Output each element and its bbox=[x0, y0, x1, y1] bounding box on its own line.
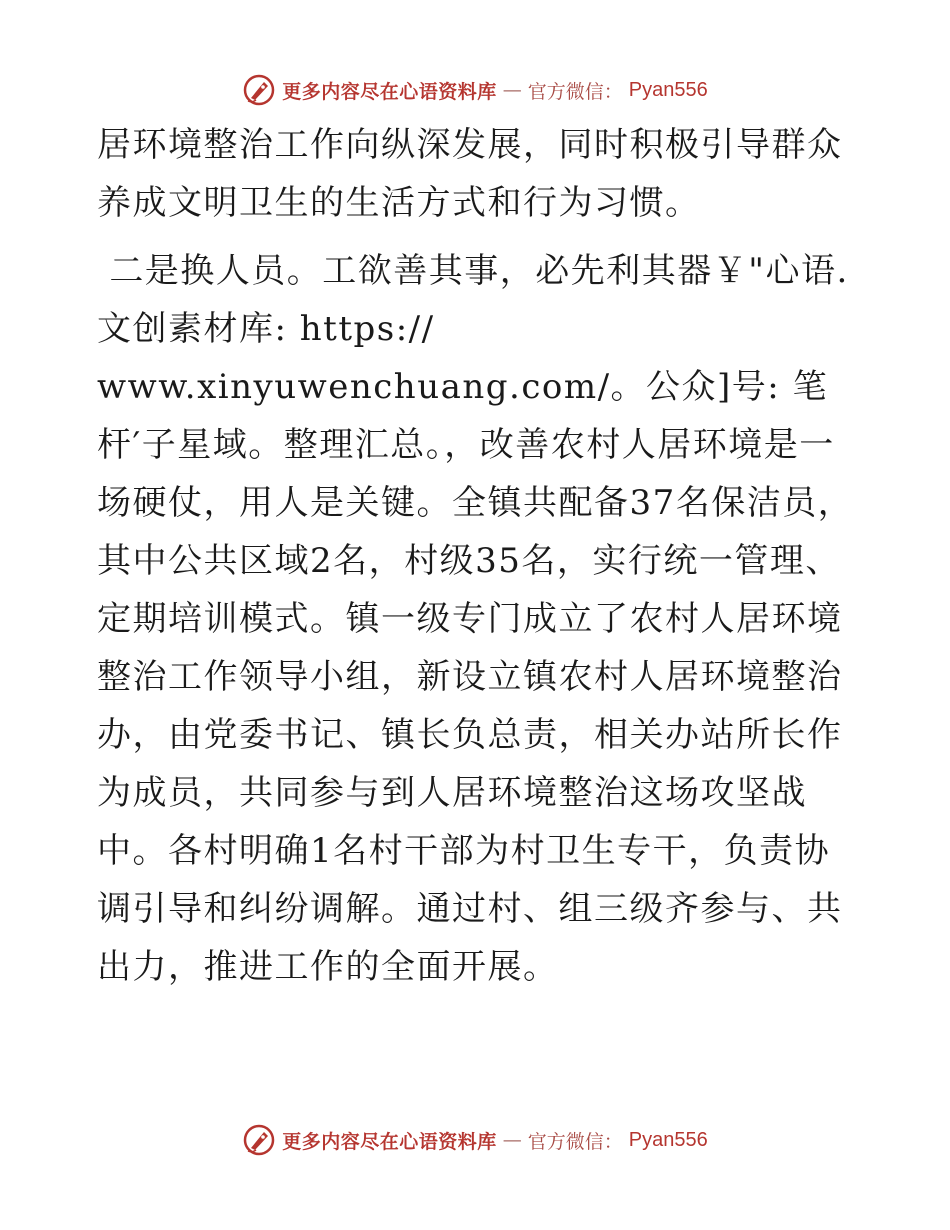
banner-separator: — bbox=[502, 79, 522, 101]
wechat-id: Pyan556 bbox=[628, 1128, 708, 1151]
footer-banner bbox=[0, 1120, 950, 1160]
wechat-label: 官方微信： bbox=[527, 80, 623, 103]
pen-nib-logo-icon bbox=[242, 73, 276, 107]
document-body bbox=[97, 116, 857, 996]
banner-separator: — bbox=[502, 1129, 522, 1151]
paragraph-1: 居环境整治工作向纵深发展，同时积极引导群众养成文明卫生的生活方式和行为习惯。 bbox=[97, 125, 843, 223]
header-banner bbox=[0, 70, 950, 110]
paragraph-2: 二是换人员。工欲善其事，必先利其器￥"心语.文创素材库: https:// www.xinyuwenchuang.com/。公众]号: 笔杆′子星域。整理汇总。，改善农村人居环境是一场硬仗，用人是关键。全镇共配备37名保洁员，其中公共区域2名，村级35名，实行统一管理、定期培训模式。镇一级专门成立了农村人居环境整治工作领导小组，新设立镇农村人居环境整治办，由党委书记、镇长负总责，相关办站所长作为成员，共同参与到人居环境整治这场攻坚战中。各村明确1名村干部为村卫生专干，负责协调引导和纠纷调解。通过村、组三级齐参与、共出力，推进工作的全面开展。 bbox=[97, 251, 854, 987]
wechat-label: 官方微信： bbox=[527, 1130, 623, 1153]
wechat-id: Pyan556 bbox=[628, 78, 708, 101]
brand-text: 更多内容尽在心语资料库 bbox=[282, 80, 497, 103]
brand-text: 更多内容尽在心语资料库 bbox=[282, 1130, 497, 1153]
pen-nib-logo-icon bbox=[242, 1123, 276, 1157]
